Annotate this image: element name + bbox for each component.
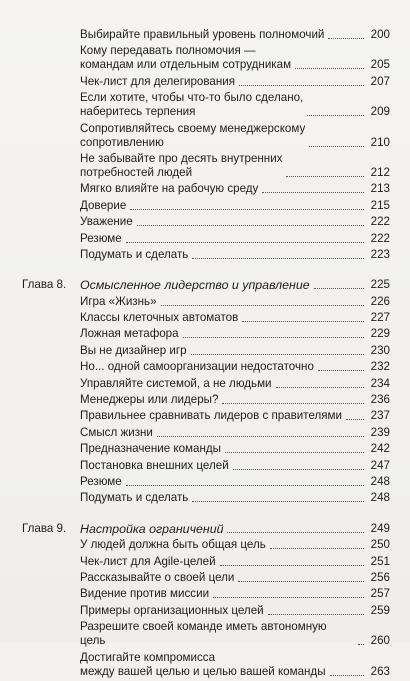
dot-leader [225,452,364,453]
page-number: 205 [370,58,390,72]
toc-entry[interactable] [22,620,390,648]
dot-leader [161,305,364,306]
entry-title-wrap [80,393,366,407]
entry-title: Подумать и сделать [80,491,189,505]
dot-leader [220,565,364,566]
page-number: 257 [370,587,390,601]
entry-title-wrap [80,248,366,262]
toc-entry[interactable] [22,393,390,407]
page-number: 215 [370,198,390,212]
toc-entry[interactable] [22,475,390,489]
entry-title: Ложная метафора [80,327,179,341]
section-gap [22,508,390,522]
toc-entry[interactable] [22,409,390,423]
entry-title-wrap [80,555,366,569]
chapter-label: Глава 8. [22,278,67,292]
entry-title: Разрешите своей команде иметь автономную цель [80,620,327,648]
toc-entry[interactable] [22,651,390,679]
entry-title: Доверие [80,198,127,212]
entry-title-wrap [80,152,366,180]
entry-title-wrap [80,360,366,374]
entry-title-wrap [80,122,366,150]
entry-title-wrap [80,442,366,456]
page-number: 226 [370,294,390,308]
dot-leader [233,469,364,470]
toc-entry[interactable] [22,182,390,196]
dot-leader [295,68,364,69]
table-of-contents [22,28,390,681]
entry-title-wrap [80,327,366,341]
dot-leader [222,403,364,404]
dot-leader [318,370,364,371]
entry-title-wrap [80,409,366,423]
chapter-title-wrap [80,278,366,292]
page-number: 239 [370,425,390,439]
dot-leader [126,485,364,486]
dot-leader [242,321,364,322]
dot-leader [330,675,364,676]
entry-title: Чек-лист для Agile-целей [80,554,216,568]
page-number: 223 [370,247,390,261]
entry-title: Сопротивляйтесь своему менеджерскому сопротивлению [80,121,306,149]
chapter-title-wrap [80,522,366,536]
toc-entry[interactable] [22,28,390,42]
entry-title: Примеры организационных целей [80,603,264,617]
entry-title: Мягко влияйте на рабочую среду [80,182,259,196]
page-number: 251 [370,554,390,568]
entry-title-wrap [80,604,366,618]
entry-title: Видение против миссии [80,587,210,601]
toc-entry[interactable] [22,44,390,72]
toc-entry[interactable] [22,442,390,456]
toc-entry[interactable] [22,426,390,440]
dot-leader [346,419,364,420]
entry-title-wrap [80,620,366,648]
dot-leader [307,115,364,116]
entry-title: Резюме [80,474,122,488]
entry-title: Рассказывайте о своей цели [80,570,235,584]
page-number: 248 [370,491,390,505]
entry-title-wrap [80,215,366,229]
entry-title-wrap [80,426,366,440]
toc-entry[interactable] [22,327,390,341]
entry-title: Если хотите, чтобы что-то было сделано, наберитесь терпения [80,91,304,119]
toc-entry[interactable] [22,311,390,325]
page-number: 222 [370,231,390,245]
entry-title-wrap [80,651,366,679]
entry-title: Резюме [80,231,122,245]
entry-title: Классы клеточных автоматов [80,311,239,325]
dot-leader [192,501,364,502]
entry-title: Менеджеры или лидеры? [80,393,219,407]
page-number: 260 [370,634,390,648]
dot-leader [192,258,364,259]
toc-entry[interactable] [22,360,390,374]
chapter-title: Осмысленное лидерство и управление [80,278,310,293]
toc-entry[interactable] [22,344,390,358]
toc-entry[interactable] [22,555,390,569]
dot-leader [314,288,364,289]
entry-title: Выбирайте правильный уровень полномочий [80,28,325,41]
toc-entry[interactable] [22,459,390,473]
dot-leader [239,85,364,86]
page-number: 234 [370,376,390,390]
toc-entry[interactable] [22,377,390,391]
page-number: 249 [370,521,390,535]
entry-title: Игра «Жизнь» [80,294,157,308]
toc-entry[interactable] [22,295,390,309]
entry-title: Подумать и сделать [80,247,189,261]
page-number: 236 [370,393,390,407]
page-number: 210 [370,135,390,149]
entry-title-wrap [80,232,366,246]
toc-entry[interactable] [22,152,390,180]
dot-leader [213,597,364,598]
page-number: 213 [370,182,390,196]
toc-entry[interactable] [22,604,390,618]
entry-title-wrap [80,311,366,325]
page-number: 222 [370,215,390,229]
entry-title: Кому передавать полномочия — командам или отдельным сотрудникам [80,44,292,72]
entry-title-wrap [80,44,366,72]
page-number: 259 [370,603,390,617]
chapter-title: Настройка ограничений [80,521,224,536]
entry-title-wrap [80,459,366,473]
dot-leader [270,548,364,549]
page-number: 209 [370,105,390,119]
page-number: 247 [370,458,390,472]
toc-entry[interactable] [22,538,390,552]
page-number: 200 [370,28,390,41]
entry-title-wrap [80,475,366,489]
page-number: 250 [370,538,390,552]
chapter-label: Глава 9. [22,521,67,535]
entry-title-wrap [80,199,366,213]
toc-entry[interactable] [22,491,390,505]
dot-leader [262,192,364,193]
entry-title: Правильнее сравнивать лидеров с правителями [80,409,343,423]
entry-title: Постановка внешних целей [80,458,229,472]
dot-leader [268,614,364,615]
entry-title-wrap [80,28,366,42]
toc-entry[interactable] [22,215,390,229]
entry-title: Вы не дизайнер игр [80,343,187,357]
entry-title-wrap [80,571,366,585]
toc-entry[interactable] [22,248,390,262]
dot-leader [227,532,364,533]
entry-title-wrap [80,91,366,119]
dot-leader [191,354,364,355]
dot-leader [137,225,364,226]
section-gap [22,264,390,278]
chapter-heading[interactable] [22,278,390,292]
toc-entry[interactable] [22,75,390,89]
page-number: 242 [370,442,390,456]
entry-title-wrap [80,377,366,391]
entry-title: Не забывайте про десять внутренних потребностей людей [80,151,283,179]
page-number: 227 [370,311,390,325]
toc-entry[interactable] [22,571,390,585]
page-number: 207 [370,74,390,88]
dot-leader [183,337,364,338]
page-number: 229 [370,327,390,341]
entry-title: У людей должна быть общая цель [80,538,266,552]
entry-title-wrap [80,491,366,505]
dot-leader [328,38,364,39]
entry-title-wrap [80,295,366,309]
dot-leader [157,436,364,437]
toc-entry[interactable] [22,91,390,119]
entry-title: Смысл жизни [80,425,153,439]
toc-entry[interactable] [22,232,390,246]
dot-leader [358,644,364,645]
chapter-heading[interactable] [22,522,390,536]
toc-entry[interactable] [22,122,390,150]
entry-title-wrap [80,344,366,358]
page-number: 232 [370,360,390,374]
dot-leader [309,146,364,147]
entry-title-wrap [80,587,366,601]
entry-title-wrap [80,182,366,196]
page-number: 263 [370,664,390,678]
page-number: 256 [370,570,390,584]
dot-leader [276,387,364,388]
toc-entry[interactable] [22,587,390,601]
page-number: 237 [370,409,390,423]
page-number: 225 [370,278,390,292]
entry-title: Уважение [80,215,133,229]
page-number: 248 [370,474,390,488]
entry-title: Управляйте системой, а не людьми [80,376,272,390]
toc-entry[interactable] [22,199,390,213]
page-number: 212 [370,165,390,179]
entry-title-wrap [80,538,366,552]
dot-leader [238,581,364,582]
entry-title: Достигайте компромисса между вашей целью и целью вашей команды [80,650,326,678]
dot-leader [286,176,364,177]
entry-title-wrap [80,75,366,89]
entry-title: Предназначение команды [80,442,221,456]
entry-title: Но... одной самоорганизации недостаточно [80,360,314,374]
dot-leader [126,242,364,243]
entry-title: Чек-лист для делегирования [80,74,235,88]
page-number: 230 [370,343,390,357]
dot-leader [130,209,364,210]
